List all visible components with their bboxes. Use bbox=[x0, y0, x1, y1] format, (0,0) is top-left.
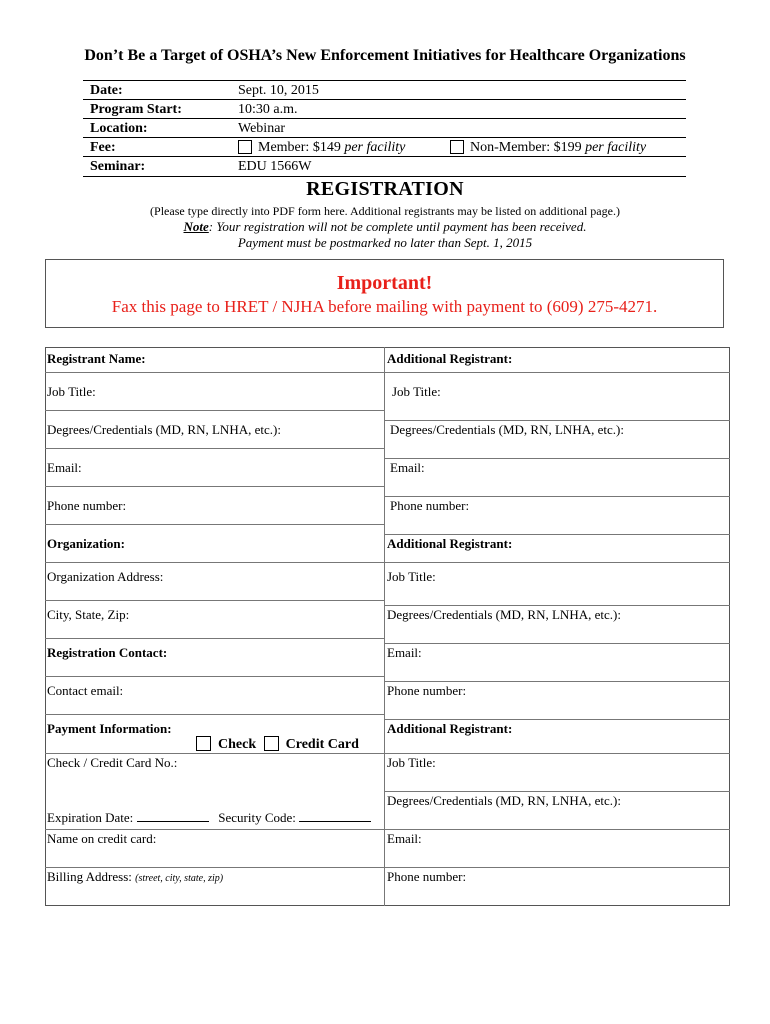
location-value: Webinar bbox=[238, 121, 286, 136]
fee-member-suffix: per facility bbox=[344, 140, 406, 155]
row-divider bbox=[45, 372, 385, 373]
member-checkbox[interactable] bbox=[238, 140, 252, 154]
fee-nonmember-option bbox=[450, 138, 646, 157]
row-divider bbox=[45, 638, 385, 639]
row-divider bbox=[384, 719, 730, 720]
email-field[interactable]: Email: bbox=[47, 460, 82, 475]
row-divider bbox=[384, 372, 730, 373]
row-divider bbox=[45, 753, 385, 754]
program-start-label: Program Start: bbox=[90, 102, 182, 117]
contact-email-field[interactable]: Contact email: bbox=[47, 683, 124, 698]
additional-registrant-2-field[interactable]: Additional Registrant: bbox=[387, 536, 513, 551]
date-label: Date: bbox=[90, 83, 123, 98]
row-divider bbox=[384, 791, 730, 792]
registration-instructions: (Please type directly into PDF form here. Additional registrants may be listed on additional page.) bbox=[150, 204, 620, 218]
credit-card-option-label: Credit Card bbox=[285, 737, 359, 752]
row-divider bbox=[384, 867, 730, 868]
card-number-field[interactable]: Check / Credit Card No.: bbox=[47, 755, 178, 770]
row-divider bbox=[45, 410, 385, 411]
billing-address-hint: (street, city, state, zip) bbox=[135, 873, 224, 884]
page-title: Don’t Be a Target of OSHA’s New Enforcement Initiatives for Healthcare Organizations bbox=[84, 47, 686, 64]
credit-card-checkbox[interactable] bbox=[264, 736, 279, 751]
row-divider bbox=[45, 714, 385, 715]
organization-address-field[interactable]: Organization Address: bbox=[47, 569, 164, 584]
row-divider bbox=[45, 867, 385, 868]
additional-email-1-field[interactable]: Email: bbox=[390, 460, 425, 475]
additional-email-3-field[interactable]: Email: bbox=[387, 831, 422, 846]
program-start-row bbox=[83, 99, 686, 119]
fee-label: Fee: bbox=[90, 140, 116, 155]
registration-note bbox=[0, 219, 770, 235]
additional-job-title-1-field[interactable]: Job Title: bbox=[392, 384, 441, 399]
billing-address-field[interactable] bbox=[47, 869, 223, 885]
note-word: Note bbox=[183, 219, 209, 234]
row-divider bbox=[384, 605, 730, 606]
degrees-field[interactable]: Degrees/Credentials (MD, RN, LNHA, etc.): bbox=[47, 422, 281, 437]
name-on-card-field[interactable]: Name on credit card: bbox=[47, 831, 157, 846]
additional-email-2-field[interactable]: Email: bbox=[387, 645, 422, 660]
check-option-label: Check bbox=[218, 737, 257, 752]
phone-field[interactable]: Phone number: bbox=[47, 498, 127, 513]
fee-row bbox=[83, 137, 686, 157]
fee-nonmember-suffix: per facility bbox=[585, 140, 647, 155]
additional-job-title-2-field[interactable]: Job Title: bbox=[387, 569, 436, 584]
registration-contact-field[interactable]: Registration Contact: bbox=[47, 645, 168, 660]
billing-address-label: Billing Address: bbox=[47, 869, 132, 884]
organization-field[interactable]: Organization: bbox=[47, 536, 125, 551]
additional-degrees-3-field[interactable]: Degrees/Credentials (MD, RN, LNHA, etc.): bbox=[387, 793, 621, 808]
important-fax-text: Fax this page to HRET / NJHA before mailing with payment to (609) 275-4271. bbox=[111, 297, 658, 316]
row-divider bbox=[45, 829, 385, 830]
row-divider bbox=[45, 600, 385, 601]
additional-phone-2-field[interactable]: Phone number: bbox=[387, 683, 467, 698]
row-divider bbox=[45, 524, 385, 525]
seminar-label: Seminar: bbox=[90, 159, 146, 174]
row-divider bbox=[384, 458, 730, 459]
location-label: Location: bbox=[90, 121, 148, 136]
city-state-zip-field[interactable]: City, State, Zip: bbox=[47, 607, 130, 622]
fee-nonmember-text: Non-Member: $199 bbox=[470, 140, 582, 155]
additional-degrees-1-field[interactable]: Degrees/Credentials (MD, RN, LNHA, etc.): bbox=[390, 422, 624, 437]
row-divider bbox=[45, 562, 385, 563]
additional-phone-1-field[interactable]: Phone number: bbox=[390, 498, 470, 513]
job-title-field[interactable]: Job Title: bbox=[47, 384, 96, 399]
important-notice-box bbox=[45, 259, 724, 328]
security-code-label: Security Code: bbox=[218, 810, 296, 825]
seminar-row bbox=[83, 156, 686, 177]
check-checkbox[interactable] bbox=[196, 736, 211, 751]
additional-job-title-3-field[interactable]: Job Title: bbox=[387, 755, 436, 770]
additional-registrant-3-field[interactable]: Additional Registrant: bbox=[387, 721, 513, 736]
row-divider bbox=[384, 643, 730, 644]
security-code-input[interactable] bbox=[299, 810, 371, 822]
row-divider bbox=[384, 420, 730, 421]
payment-deadline: Payment must be postmarked no later than Sept. 1, 2015 bbox=[237, 235, 533, 250]
row-divider bbox=[384, 829, 730, 830]
fee-member-text: Member: $149 bbox=[258, 140, 341, 155]
additional-phone-3-field[interactable]: Phone number: bbox=[387, 869, 467, 884]
row-divider bbox=[45, 448, 385, 449]
expiration-date-label: Expiration Date: bbox=[47, 810, 134, 825]
payment-information-label: Payment Information: bbox=[47, 721, 172, 736]
nonmember-checkbox[interactable] bbox=[450, 140, 464, 154]
payment-method-options bbox=[196, 736, 359, 753]
fee-member-option bbox=[238, 138, 405, 157]
row-divider bbox=[384, 496, 730, 497]
expiration-date-input[interactable] bbox=[137, 810, 209, 822]
row-divider bbox=[384, 681, 730, 682]
additional-degrees-2-field[interactable]: Degrees/Credentials (MD, RN, LNHA, etc.): bbox=[387, 607, 621, 622]
date-row bbox=[83, 80, 686, 100]
row-divider bbox=[384, 562, 730, 563]
expiration-security-row bbox=[47, 810, 371, 826]
row-divider bbox=[45, 486, 385, 487]
important-title: Important! bbox=[336, 272, 433, 294]
note-text: : Your registration will not be complete until payment has been received. bbox=[208, 219, 587, 234]
column-divider bbox=[384, 347, 385, 906]
location-row bbox=[83, 118, 686, 138]
row-divider bbox=[384, 534, 730, 535]
registration-heading: REGISTRATION bbox=[306, 178, 464, 200]
date-value: Sept. 10, 2015 bbox=[238, 83, 319, 98]
registrant-name-field[interactable]: Registrant Name: bbox=[47, 351, 146, 366]
seminar-value: EDU 1566W bbox=[238, 159, 312, 174]
row-divider bbox=[384, 753, 730, 754]
row-divider bbox=[45, 676, 385, 677]
additional-registrant-1-field[interactable]: Additional Registrant: bbox=[387, 351, 513, 366]
program-start-value: 10:30 a.m. bbox=[238, 102, 298, 117]
